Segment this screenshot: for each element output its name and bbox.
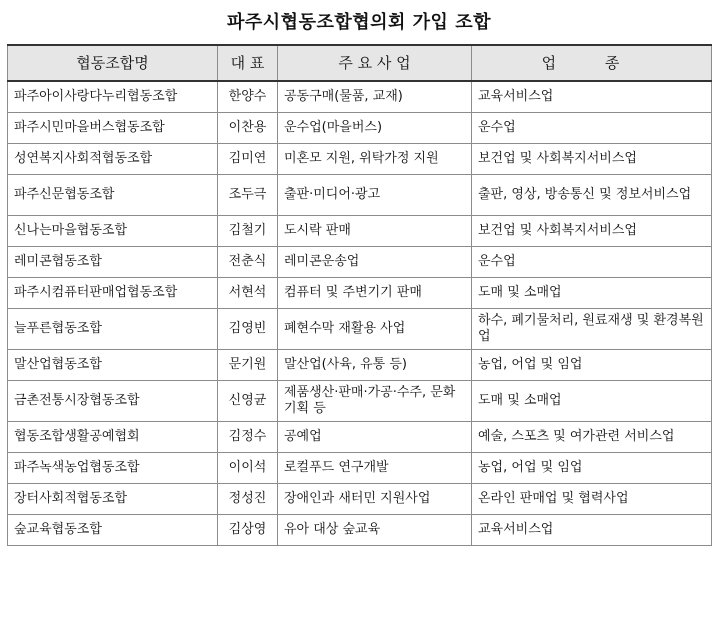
cell-industry: 보건업 및 사회복지서비스업 xyxy=(472,144,712,175)
cell-cooperative-name: 레미콘협동조합 xyxy=(8,247,218,278)
cell-representative: 정성진 xyxy=(218,484,278,515)
table-row xyxy=(8,175,712,216)
cell-industry: 교육서비스업 xyxy=(472,515,712,546)
cell-cooperative-name: 늘푸른협동조합 xyxy=(8,309,218,350)
cell-main-business: 미혼모 지원, 위탁가정 지원 xyxy=(278,144,472,175)
cell-cooperative-name: 파주신문협동조합 xyxy=(8,175,218,216)
table-row xyxy=(8,422,712,453)
cell-main-business: 컴퓨터 및 주변기기 판매 xyxy=(278,278,472,309)
cell-cooperative-name: 신나는마을협동조합 xyxy=(8,216,218,247)
cell-industry: 하수, 폐기물처리, 원료재생 및 환경복원업 xyxy=(472,309,712,350)
cell-cooperative-name: 숲교육협동조합 xyxy=(8,515,218,546)
cell-representative: 한양수 xyxy=(218,81,278,113)
cell-representative: 문기원 xyxy=(218,350,278,381)
cell-main-business: 출판·미디어·광고 xyxy=(278,175,472,216)
table-row xyxy=(8,144,712,175)
cell-representative: 김미연 xyxy=(218,144,278,175)
cell-representative: 조두극 xyxy=(218,175,278,216)
cell-industry: 교육서비스업 xyxy=(472,81,712,113)
cell-main-business: 제품생산·판매·가공·수주, 문화기획 등 xyxy=(278,381,472,422)
cell-cooperative-name: 말산업협동조합 xyxy=(8,350,218,381)
cell-cooperative-name: 파주아이사랑다누리협동조합 xyxy=(8,81,218,113)
table-row xyxy=(8,484,712,515)
cell-industry: 예술, 스포츠 및 여가관련 서비스업 xyxy=(472,422,712,453)
cell-main-business: 장애인과 새터민 지원사업 xyxy=(278,484,472,515)
header-main-business: 주 요 사 업 xyxy=(278,45,472,81)
cell-representative: 김상영 xyxy=(218,515,278,546)
cell-main-business: 운수업(마을버스) xyxy=(278,113,472,144)
cell-main-business: 도시락 판매 xyxy=(278,216,472,247)
cell-industry: 도매 및 소매업 xyxy=(472,278,712,309)
table-row xyxy=(8,81,712,113)
cell-industry: 보건업 및 사회복지서비스업 xyxy=(472,216,712,247)
cell-main-business: 공동구매(물품, 교재) xyxy=(278,81,472,113)
cell-industry: 농업, 어업 및 임업 xyxy=(472,453,712,484)
table-row xyxy=(8,113,712,144)
cell-representative: 이이석 xyxy=(218,453,278,484)
cell-industry: 운수업 xyxy=(472,113,712,144)
cell-representative: 김철기 xyxy=(218,216,278,247)
table-row xyxy=(8,350,712,381)
cell-main-business: 로컬푸드 연구개발 xyxy=(278,453,472,484)
cell-industry: 운수업 xyxy=(472,247,712,278)
table-row xyxy=(8,381,712,422)
document-title: 파주시협동조합협의회 가입 조합 xyxy=(227,12,491,33)
cooperative-table xyxy=(7,44,712,546)
cell-main-business: 유아 대상 숲교육 xyxy=(278,515,472,546)
cell-main-business: 폐현수막 재활용 사업 xyxy=(278,309,472,350)
cell-industry: 온라인 판매업 및 협력사업 xyxy=(472,484,712,515)
cell-cooperative-name: 금촌전통시장협동조합 xyxy=(8,381,218,422)
cell-industry: 농업, 어업 및 임업 xyxy=(472,350,712,381)
cell-representative: 신영균 xyxy=(218,381,278,422)
table-row xyxy=(8,453,712,484)
cell-industry: 출판, 영상, 방송통신 및 정보서비스업 xyxy=(472,175,712,216)
cell-cooperative-name: 파주시민마을버스협동조합 xyxy=(8,113,218,144)
cell-industry: 도매 및 소매업 xyxy=(472,381,712,422)
header-industry: 업 종 xyxy=(472,45,712,81)
cell-main-business: 레미콘운송업 xyxy=(278,247,472,278)
cell-main-business: 공예업 xyxy=(278,422,472,453)
table-header-row xyxy=(8,45,712,81)
cell-cooperative-name: 파주시컴퓨터판매업협동조합 xyxy=(8,278,218,309)
cell-cooperative-name: 성연복지사회적협동조합 xyxy=(8,144,218,175)
header-representative: 대 표 xyxy=(218,45,278,81)
cell-cooperative-name: 파주녹색농업협동조합 xyxy=(8,453,218,484)
cell-main-business: 말산업(사육, 유통 등) xyxy=(278,350,472,381)
cell-cooperative-name: 장터사회적협동조합 xyxy=(8,484,218,515)
cell-representative: 전춘식 xyxy=(218,247,278,278)
table-row xyxy=(8,278,712,309)
table-row xyxy=(8,309,712,350)
cell-representative: 서현석 xyxy=(218,278,278,309)
cell-cooperative-name: 협동조합생활공예협회 xyxy=(8,422,218,453)
cell-representative: 김영빈 xyxy=(218,309,278,350)
table-row xyxy=(8,216,712,247)
table-row xyxy=(8,515,712,546)
cell-representative: 김정수 xyxy=(218,422,278,453)
header-cooperative-name: 협동조합명 xyxy=(8,45,218,81)
table-row xyxy=(8,247,712,278)
cell-representative: 이찬용 xyxy=(218,113,278,144)
